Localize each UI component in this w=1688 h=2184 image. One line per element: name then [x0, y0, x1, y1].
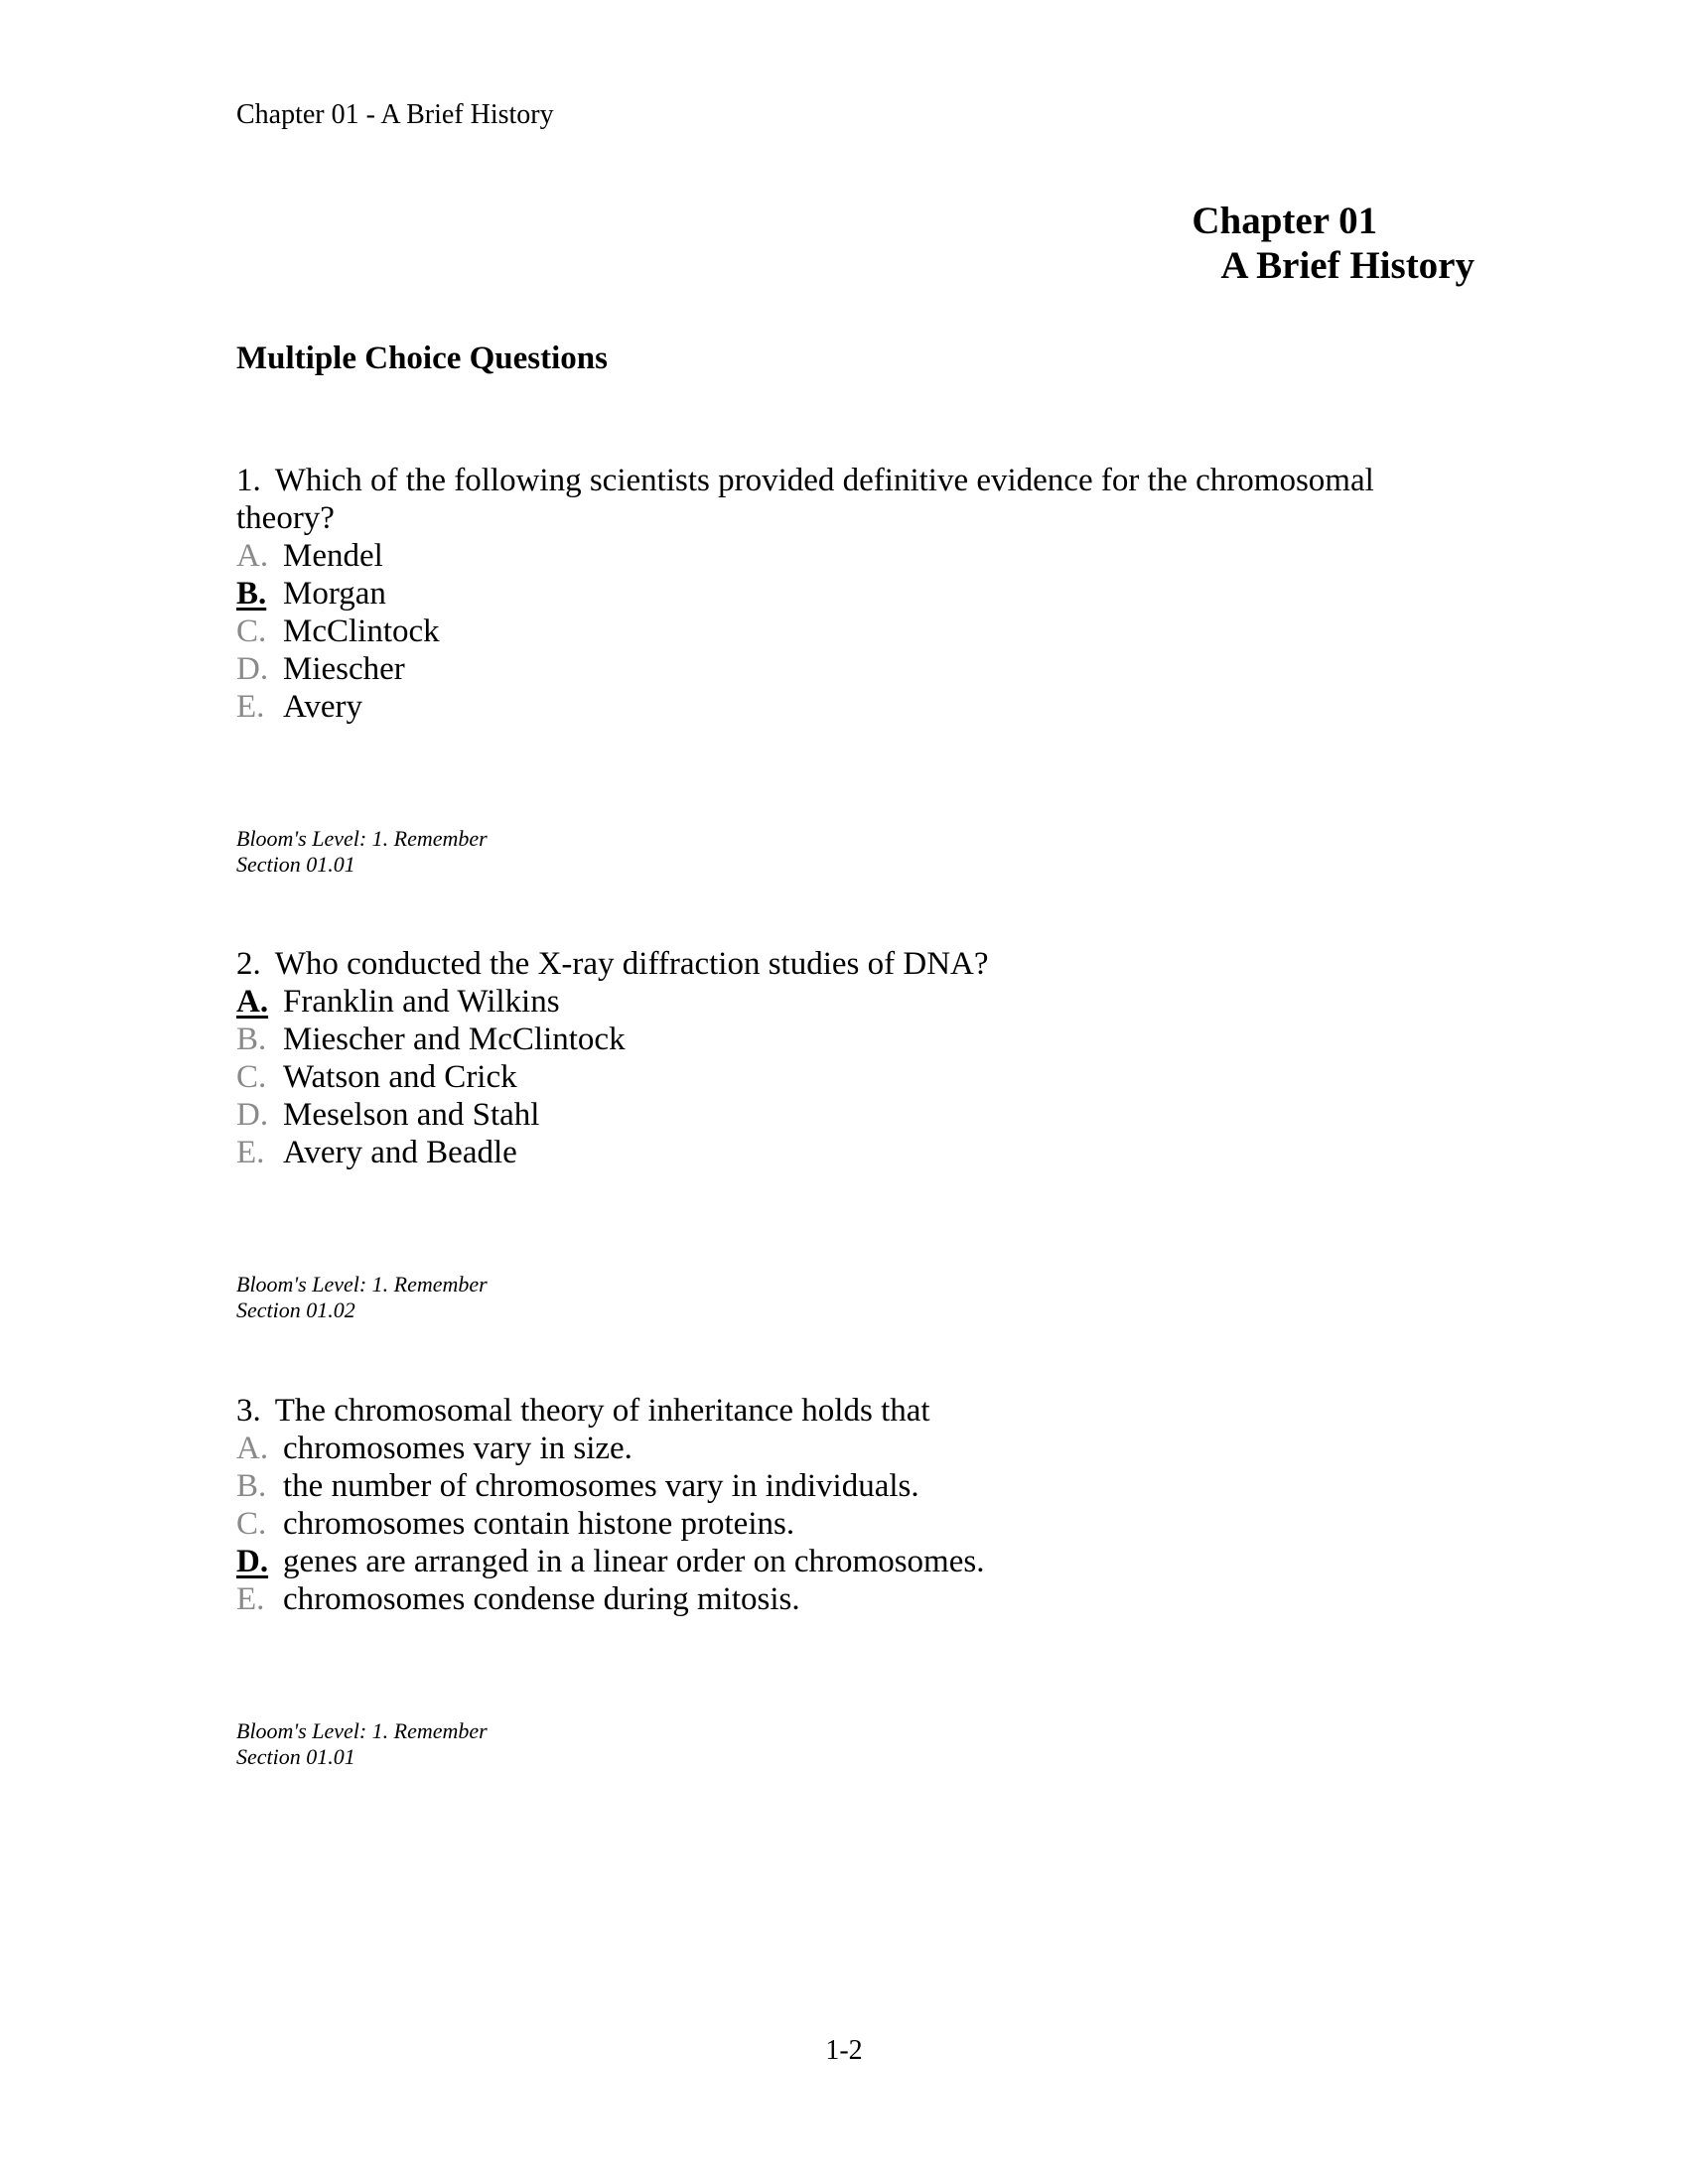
choice-text: Franklin and Wilkins	[283, 984, 560, 1020]
question-stem	[236, 1392, 1398, 1430]
blooms-level: Bloom's Level: 1. Remember	[236, 1718, 488, 1743]
choice-text: chromosomes contain histone proteins.	[283, 1506, 795, 1542]
page-number: 1-2	[825, 2035, 863, 2066]
choice-text: McClintock	[283, 614, 440, 649]
question-number: 1.	[236, 463, 261, 498]
answer-choice	[236, 688, 1398, 726]
choice-letter: E.	[236, 689, 265, 725]
choice-letter: B.	[236, 1468, 267, 1504]
choice-letter: C.	[236, 614, 267, 649]
choice-letter: C.	[236, 1059, 267, 1095]
answer-choice	[236, 1505, 1398, 1543]
question-2	[236, 945, 1398, 1171]
answer-choices	[236, 1430, 1398, 1618]
choice-text: Avery and Beadle	[283, 1135, 517, 1170]
choice-text: Avery	[283, 689, 363, 725]
blooms-level: Bloom's Level: 1. Remember	[236, 826, 488, 851]
answer-choice	[236, 1430, 1398, 1467]
choice-text: chromosomes vary in size.	[283, 1431, 633, 1466]
question-stem	[236, 462, 1398, 537]
question-metadata	[236, 826, 488, 878]
running-header: Chapter 01 - A Brief History	[236, 99, 554, 130]
choice-text: Morgan	[283, 576, 386, 612]
choice-letter: D.	[236, 1097, 269, 1133]
answer-choice	[236, 613, 1398, 650]
section-heading: Multiple Choice Questions	[236, 341, 609, 376]
blooms-level: Bloom's Level: 1. Remember	[236, 1272, 488, 1297]
choice-text: chromosomes condense during mitosis.	[283, 1581, 800, 1617]
choice-letter: E.	[236, 1135, 265, 1170]
answer-choice-correct	[236, 1543, 1398, 1580]
question-number: 2.	[236, 946, 261, 982]
choice-text: Miescher and McClintock	[283, 1022, 626, 1057]
question-stem	[236, 945, 1398, 983]
answer-choice	[236, 1467, 1398, 1505]
answer-choice	[236, 1096, 1398, 1134]
answer-choice	[236, 537, 1398, 575]
question-text: The chromosomal theory of inheritance holds that	[274, 1393, 930, 1429]
question-3	[236, 1392, 1398, 1618]
section-reference: Section 01.02	[236, 1297, 355, 1322]
choice-letter: A.	[236, 984, 269, 1020]
answer-choice	[236, 1058, 1398, 1096]
choice-text: the number of chromosomes vary in individuals.	[283, 1468, 919, 1504]
question-text: Who conducted the X-ray diffraction studies of DNA?	[274, 946, 989, 982]
question-metadata	[236, 1272, 488, 1323]
chapter-name: A Brief History	[1220, 244, 1475, 287]
answer-choice-correct	[236, 983, 1398, 1021]
section-reference: Section 01.01	[236, 852, 355, 877]
choice-letter: D.	[236, 1544, 269, 1579]
choice-letter: D.	[236, 651, 269, 687]
choice-letter: C.	[236, 1506, 267, 1542]
choice-letter: B.	[236, 576, 267, 612]
answer-choice	[236, 1021, 1398, 1058]
answer-choices	[236, 983, 1398, 1171]
answer-choice	[236, 650, 1398, 688]
question-metadata	[236, 1718, 488, 1770]
choice-letter: B.	[236, 1022, 267, 1057]
choice-letter: A.	[236, 538, 269, 574]
answer-choice	[236, 1134, 1398, 1171]
section-reference: Section 01.01	[236, 1744, 355, 1769]
choice-letter: E.	[236, 1581, 265, 1617]
choice-text: Watson and Crick	[283, 1059, 517, 1095]
chapter-title	[1192, 199, 1475, 288]
chapter-number: Chapter 01	[1192, 200, 1378, 242]
choice-text: genes are arranged in a linear order on chromosomes.	[283, 1544, 985, 1579]
answer-choice	[236, 1580, 1398, 1618]
choice-letter: A.	[236, 1431, 269, 1466]
question-number: 3.	[236, 1393, 261, 1429]
question-1	[236, 462, 1398, 726]
choice-text: Meselson and Stahl	[283, 1097, 540, 1133]
choice-text: Mendel	[283, 538, 383, 574]
choice-text: Miescher	[283, 651, 405, 687]
answer-choices	[236, 537, 1398, 726]
question-text: Which of the following scientists provided definitive evidence for the chromosomal theory?	[236, 463, 1374, 536]
answer-choice-correct	[236, 575, 1398, 613]
